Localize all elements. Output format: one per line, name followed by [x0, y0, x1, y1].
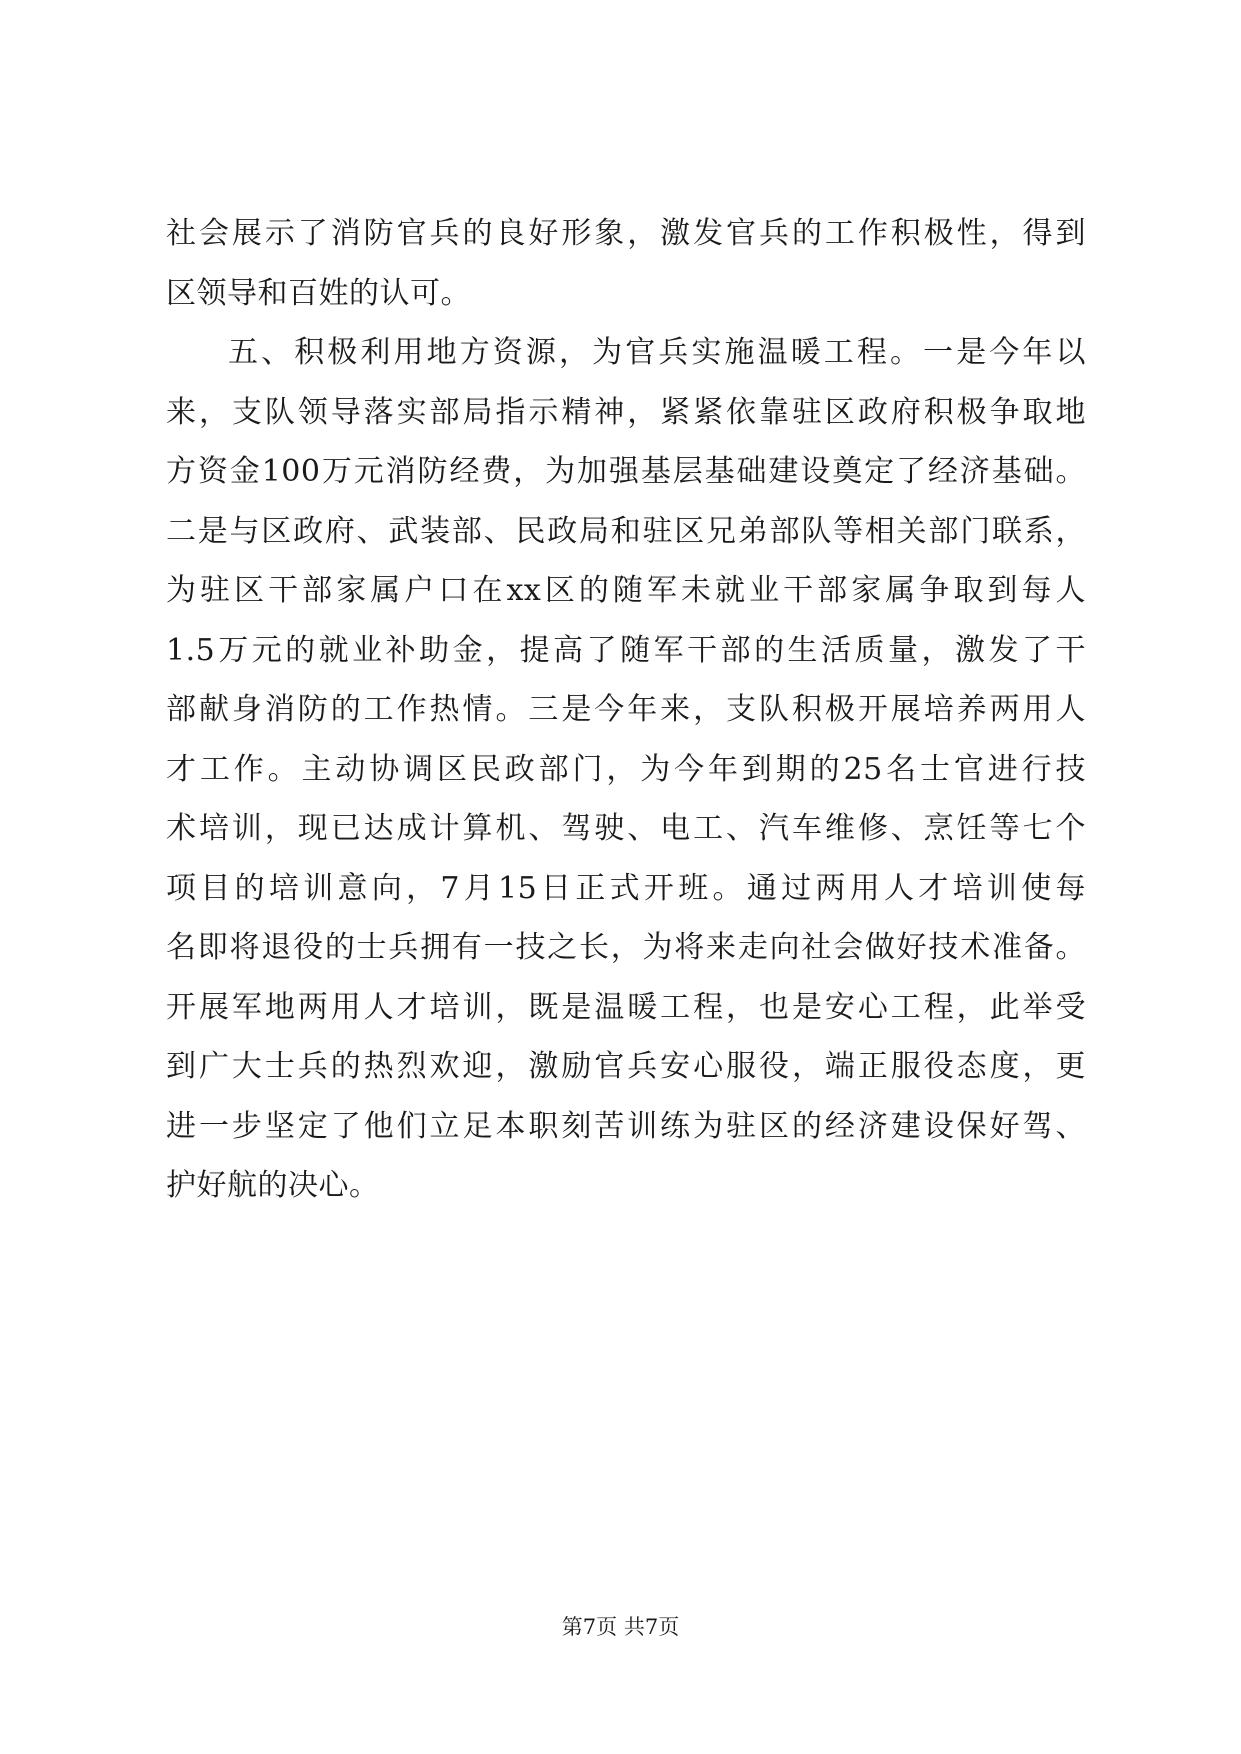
text-line: 为驻区干部家属户口在xx区的随军未就业干部家属争取到每人 [166, 573, 1086, 608]
text-line: 到广大士兵的热烈欢迎，激励官兵安心服役，端正服役态度，更 [166, 1049, 1086, 1084]
page-footer [0, 1612, 1241, 1642]
text-line: 进一步坚定了他们立足本职刻苦训练为驻区的经济建设保好驾、 [166, 1108, 1086, 1144]
page-number-label: 第7页 共7页 [561, 1615, 680, 1639]
text-line: 区领导和百姓的认可。 [166, 275, 471, 311]
text-line: 方资金100万元消防经费，为加强基层基础建设奠定了经济基础。 [166, 454, 1086, 489]
text-line: 术培训，现已达成计算机、驾驶、电工、汽车维修、烹饪等七个 [166, 811, 1086, 846]
text-line: 来，支队领导落实部局指示精神，紧紧依靠驻区政府积极争取地 [166, 394, 1086, 430]
text-line: 才工作。主动协调区民政部门，为今年到期的25名士官进行技 [166, 751, 1086, 787]
paragraph-first-line: 五、积极利用地方资源，为官兵实施温暖工程。一是今年以 [228, 335, 1086, 370]
text-line: 开展军地两用人才培训，既是温暖工程，也是安心工程，此举受 [166, 989, 1086, 1025]
text-line: 名即将退役的士兵拥有一技之长，为将来走向社会做好技术准备。 [166, 930, 1086, 965]
text-line: 部献身消防的工作热情。三是今年来，支队积极开展培养两用人 [166, 692, 1086, 727]
text-line: 1.5万元的就业补助金，提高了随军干部的生活质量，激发了干 [166, 632, 1086, 668]
body-text [166, 204, 1086, 1216]
text-line: 社会展示了消防官兵的良好形象，激发官兵的工作积极性，得到 [166, 216, 1086, 251]
text-line: 护好航的决心。 [166, 1168, 380, 1203]
text-line: 项目的培训意向，7月15日正式开班。通过两用人才培训使每 [166, 870, 1086, 906]
text-line: 二是与区政府、武装部、民政局和驻区兄弟部队等相关部门联系， [166, 513, 1086, 549]
